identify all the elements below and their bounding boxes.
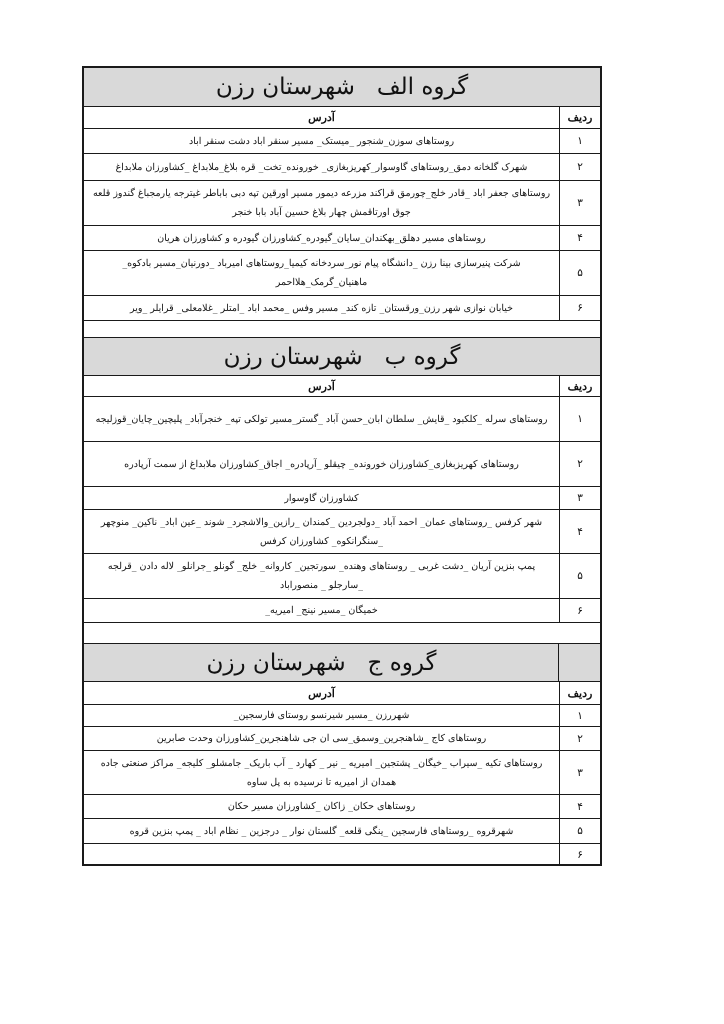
row-number: ۵ bbox=[559, 251, 600, 295]
table-row bbox=[84, 181, 600, 226]
table-row bbox=[84, 727, 600, 751]
group-a-header bbox=[84, 68, 600, 107]
row-address: روستاهای مسیر دهلق_بهکندان_سایان_گیودره_کشاورزان گیودره و کشاورزان هریان bbox=[157, 232, 486, 244]
table-row bbox=[84, 154, 600, 181]
row-number: ۴ bbox=[559, 226, 600, 250]
row-number: ۲ bbox=[559, 154, 600, 180]
row-address: شهر کرفس _روستاهای عمان_ احمد آباد _دولجردین _کمندان _رازین_والاشجرد_ شوند _عین اباد_ ناکین_ منوچهر _سنگرانکوه_ کشاورزان کرفس bbox=[100, 516, 543, 547]
row-number: ۱ bbox=[559, 397, 600, 441]
row-number: ۱ bbox=[559, 705, 600, 726]
table-row bbox=[84, 751, 600, 795]
address-header: آدرس bbox=[308, 379, 335, 393]
group-c-header-empty-cell bbox=[558, 644, 600, 682]
table-row bbox=[84, 819, 600, 844]
table-row bbox=[84, 251, 600, 296]
table-row bbox=[84, 397, 600, 442]
row-number: ۱ bbox=[559, 129, 600, 153]
row-number: ۳ bbox=[559, 181, 600, 225]
schedule-sheet bbox=[82, 66, 602, 866]
address-header: آدرس bbox=[308, 111, 335, 124]
row-number: ۲ bbox=[559, 442, 600, 486]
row-number: ۵ bbox=[559, 819, 600, 843]
row-address: شهرک گلخانه دمق_روستاهای گاوسوار_کهریزبغازی_ خورونده_تخت_ قره بلاغ_ملابداغ _کشاورزان ملابداغ bbox=[115, 161, 528, 173]
row-number-header: ردیف bbox=[559, 376, 600, 396]
table-row bbox=[84, 487, 600, 510]
row-address: خیابان نوازی شهر رزن_ورقستان_ تازه کند_ مسیر وفس _محمد اباد _امتلر _غلامعلی_ قرایلر _ویر bbox=[129, 302, 514, 314]
row-address: روستاهای کاج _شاهنجرین_وسمق_سی ان جی شاهنجرین_کشاورزان وحدت صابرین bbox=[156, 733, 487, 744]
row-address: روستاهای تکیه _سیراب _خیگان_ پشتجین_ امیریه _ نیر _ کهارد _ آب باریک_ جامشلو_ کلیجه_ مراکز صنعتی جاده همدان از امیریه تا نرسیده به پل ساوه bbox=[100, 757, 543, 788]
row-address: روستاهای سرله _کلکبود _قایش_ سلطان ابان_حسن آباد _گستر_مسیر تولکی تپه_ خنجرآباد_ پلیچین_چایان_قوزلیجه bbox=[95, 413, 548, 425]
row-address: روستاهای جعفر اباد _قادر خلج_چورمق قراکند مزرعه دیمور مسیر اورقین تپه دبی باباطر غیترجه یارمجباغ گندوز قلعه جوق اورتاقمش چهار بلاغ حسین آباد بابا خنجر bbox=[92, 188, 551, 218]
table-row bbox=[84, 129, 600, 154]
table-row bbox=[84, 554, 600, 599]
row-address: خمیگان _مسیر نینج_ امیریه_ bbox=[265, 605, 378, 616]
row-address: روستاهای سوزن_شنجور _میستک_ مسیر سنقر اباد دشت سنقر اباد bbox=[188, 135, 455, 147]
row-address: شرکت پنیرسازی بینا رزن _دانشگاه پیام نور_سردخانه کیمیا_روستاهای امیرباد _دورنیان_مسیر بادکوه_ ماهنیان_گرمک_هلااحمر bbox=[122, 258, 521, 288]
table-row bbox=[84, 599, 600, 623]
row-number: ۴ bbox=[559, 795, 600, 818]
row-number-header: ردیف bbox=[559, 682, 600, 704]
row-address: کشاورزان گاوسوار bbox=[284, 492, 359, 504]
row-number: ۵ bbox=[559, 554, 600, 598]
row-number: ۲ bbox=[559, 727, 600, 750]
row-number-header: ردیف bbox=[559, 107, 600, 128]
group-a-title: گروه الف شهرستان رزن bbox=[215, 74, 469, 100]
row-number: ۴ bbox=[559, 510, 600, 553]
group-a-column-header bbox=[84, 107, 600, 129]
group-b-header bbox=[84, 338, 600, 376]
section-separator bbox=[84, 321, 600, 338]
row-address: شهررزن _مسیر شیرنسو روستای فارسجین_ bbox=[233, 710, 410, 721]
row-number: ۳ bbox=[559, 487, 600, 509]
table-row bbox=[84, 705, 600, 727]
row-address: روستاهای کهریزبغازی_کشاورزان خورونده_ چیقلو _آرپادره_ اجاق_کشاورزان ملابداغ از سمت آرپادره bbox=[124, 458, 519, 470]
row-address: روستاهای حکان_ زاکان _کشاورزان مسیر حکان bbox=[227, 801, 416, 812]
group-c-header bbox=[84, 644, 559, 682]
row-number: ۳ bbox=[559, 751, 600, 794]
group-b-title: گروه ب شهرستان رزن bbox=[223, 343, 461, 370]
table-row bbox=[84, 844, 600, 866]
group-c-title: گروه ج شهرستان رزن bbox=[206, 649, 437, 676]
row-address bbox=[84, 844, 559, 866]
table-row bbox=[84, 795, 600, 819]
table-row bbox=[84, 226, 600, 251]
row-number: ۶ bbox=[559, 599, 600, 622]
row-address: شهرقروه _روستاهای فارسجین _ینگی قلعه_ گلستان نوار _ درجزین _ نظام اباد _ پمپ بنزین قروه bbox=[129, 825, 514, 837]
table-row bbox=[84, 296, 600, 321]
row-address: پمپ بنزین آریان _دشت غربی _ روستاهای وهنده_ سورتجین_ کاروانه_ خلج_ گونلو _جرانلو_ لاله دادن _قرلجه _سارجلو _ منصوراباد bbox=[107, 561, 536, 591]
group-b-column-header bbox=[84, 376, 600, 397]
group-c-column-header bbox=[84, 682, 600, 705]
address-header: آدرس bbox=[308, 686, 335, 700]
section-separator bbox=[84, 623, 600, 644]
row-number: ۶ bbox=[559, 844, 600, 866]
row-number: ۶ bbox=[559, 296, 600, 320]
table-row bbox=[84, 510, 600, 554]
table-row bbox=[84, 442, 600, 487]
